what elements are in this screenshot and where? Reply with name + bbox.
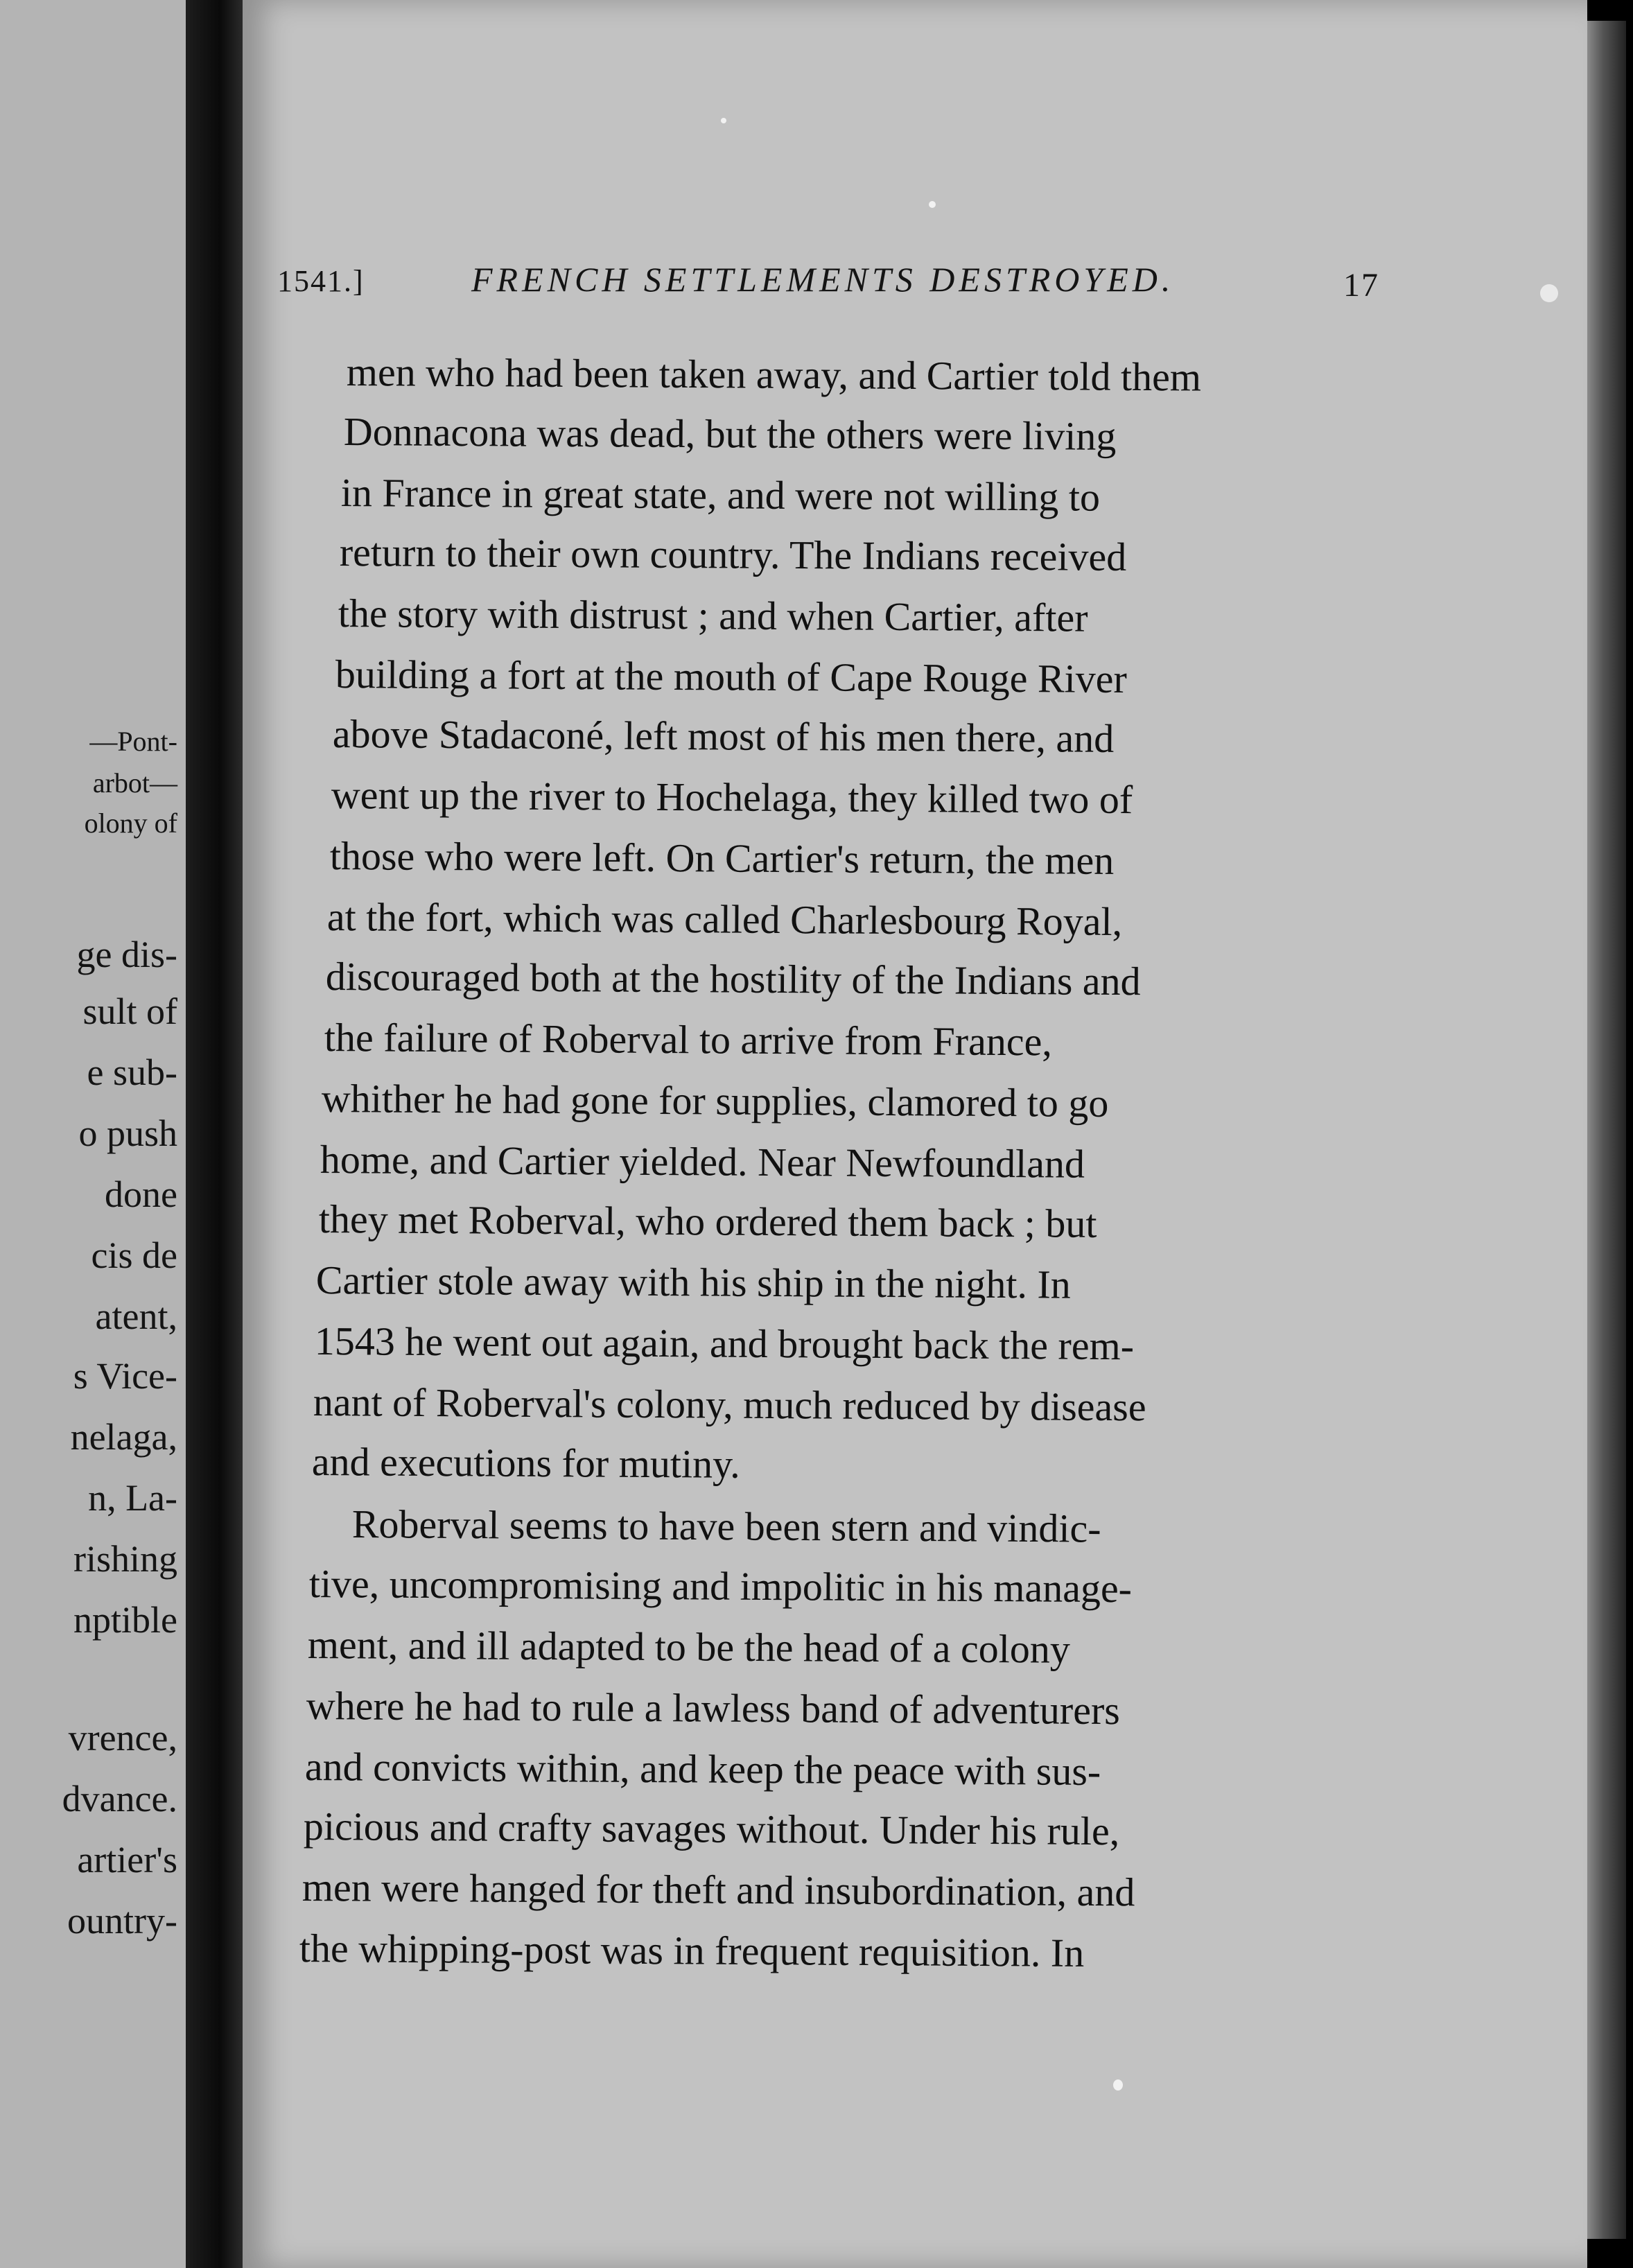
- body-line: above Stadaconé, left most of his men there, and: [332, 711, 1115, 761]
- body-line: building a fort at the mouth of Cape Rouge River: [335, 652, 1128, 701]
- body-line: and convicts within, and keep the peace with sus-: [304, 1744, 1101, 1795]
- left-text-line: sult of: [82, 991, 177, 1032]
- left-text-line: o push: [78, 1113, 177, 1154]
- body-line: the failure of Roberval to arrive from France,: [324, 1015, 1053, 1065]
- body-line: where he had to rule a lawless band of adventurers: [306, 1683, 1121, 1734]
- left-margin-line: olony of: [84, 808, 177, 839]
- page-edge: [1587, 21, 1626, 2239]
- body-line: picious and crafty savages without. Under his rule,: [303, 1804, 1120, 1854]
- body-line: 1543 he went out again, and brought back the rem-: [314, 1318, 1135, 1369]
- body-line: Cartier stole away with his ship in the night. In: [315, 1257, 1071, 1307]
- body-line: Donnacona was dead, but the others were living: [343, 409, 1117, 459]
- running-header: [277, 258, 1379, 306]
- scan-speck: [721, 118, 726, 123]
- header-title: FRENCH SETTLEMENTS DESTROYED.: [471, 260, 1175, 299]
- left-text-line: artier's: [77, 1839, 177, 1881]
- body-line: ment, and ill adapted to be the head of a colony: [307, 1622, 1071, 1672]
- body-line: tive, uncompromising and impolitic in his manage-: [308, 1561, 1133, 1612]
- left-text-line: atent,: [95, 1296, 177, 1337]
- body-line: went up the river to Hochelaga, they killed two of: [331, 772, 1133, 823]
- body-line: in France in great state, and were not willing to: [340, 470, 1101, 520]
- body-line: home, and Cartier yielded. Near Newfoundland: [320, 1137, 1085, 1187]
- left-text-line: e sub-: [87, 1052, 177, 1093]
- body-line: and executions for mutiny.: [311, 1439, 740, 1487]
- body-line: those who were left. On Cartier's return, the men: [329, 833, 1115, 883]
- left-page: [0, 0, 186, 2268]
- body-line: return to their own country. The Indians received: [339, 530, 1127, 579]
- scan-speck: [1113, 2079, 1123, 2091]
- left-text-line: vrence,: [68, 1717, 177, 1759]
- left-text-line: n, La-: [88, 1477, 177, 1519]
- left-text-line: nelaga,: [70, 1416, 177, 1458]
- left-text-line: dvance.: [62, 1778, 177, 1820]
- book-gutter: [186, 0, 243, 2268]
- scan-speck: [929, 201, 936, 208]
- body-line: men who had been taken away, and Cartier told them: [346, 349, 1202, 400]
- page-number: 17: [1343, 267, 1379, 304]
- body-line: the whipping-post was in frequent requisition. In: [299, 1926, 1085, 1975]
- body-line: they met Roberval, who ordered them back ; but: [318, 1196, 1097, 1246]
- left-margin-line: arbot—: [92, 767, 177, 799]
- left-text-line: ge dis-: [76, 934, 177, 975]
- left-text-line: s Vice-: [73, 1355, 177, 1397]
- body-line: Roberval seems to have been stern and vindic-: [351, 1501, 1101, 1551]
- body-line: men were hanged for theft and insubordination, and: [302, 1865, 1135, 1915]
- body-line: nant of Roberval's colony, much reduced by disease: [313, 1379, 1146, 1430]
- header-date: 1541.]: [277, 264, 365, 298]
- body-line: discouraged both at the hostility of the Indians and: [325, 954, 1141, 1004]
- scan-speck: [1540, 284, 1558, 302]
- left-text-line: nptible: [73, 1599, 177, 1641]
- body-line: the story with distrust ; and when Cartier, after: [338, 591, 1088, 640]
- left-text-line: rishing: [73, 1538, 177, 1580]
- left-text-line: cis de: [91, 1235, 177, 1276]
- left-text-line: done: [105, 1174, 177, 1215]
- body-line: at the fort, which was called Charlesbourg Royal,: [326, 894, 1123, 945]
- body-line: whither he had gone for supplies, clamored to go: [321, 1076, 1109, 1126]
- left-text-line: ountry-: [67, 1900, 177, 1942]
- left-margin-line: —Pont-: [89, 726, 177, 757]
